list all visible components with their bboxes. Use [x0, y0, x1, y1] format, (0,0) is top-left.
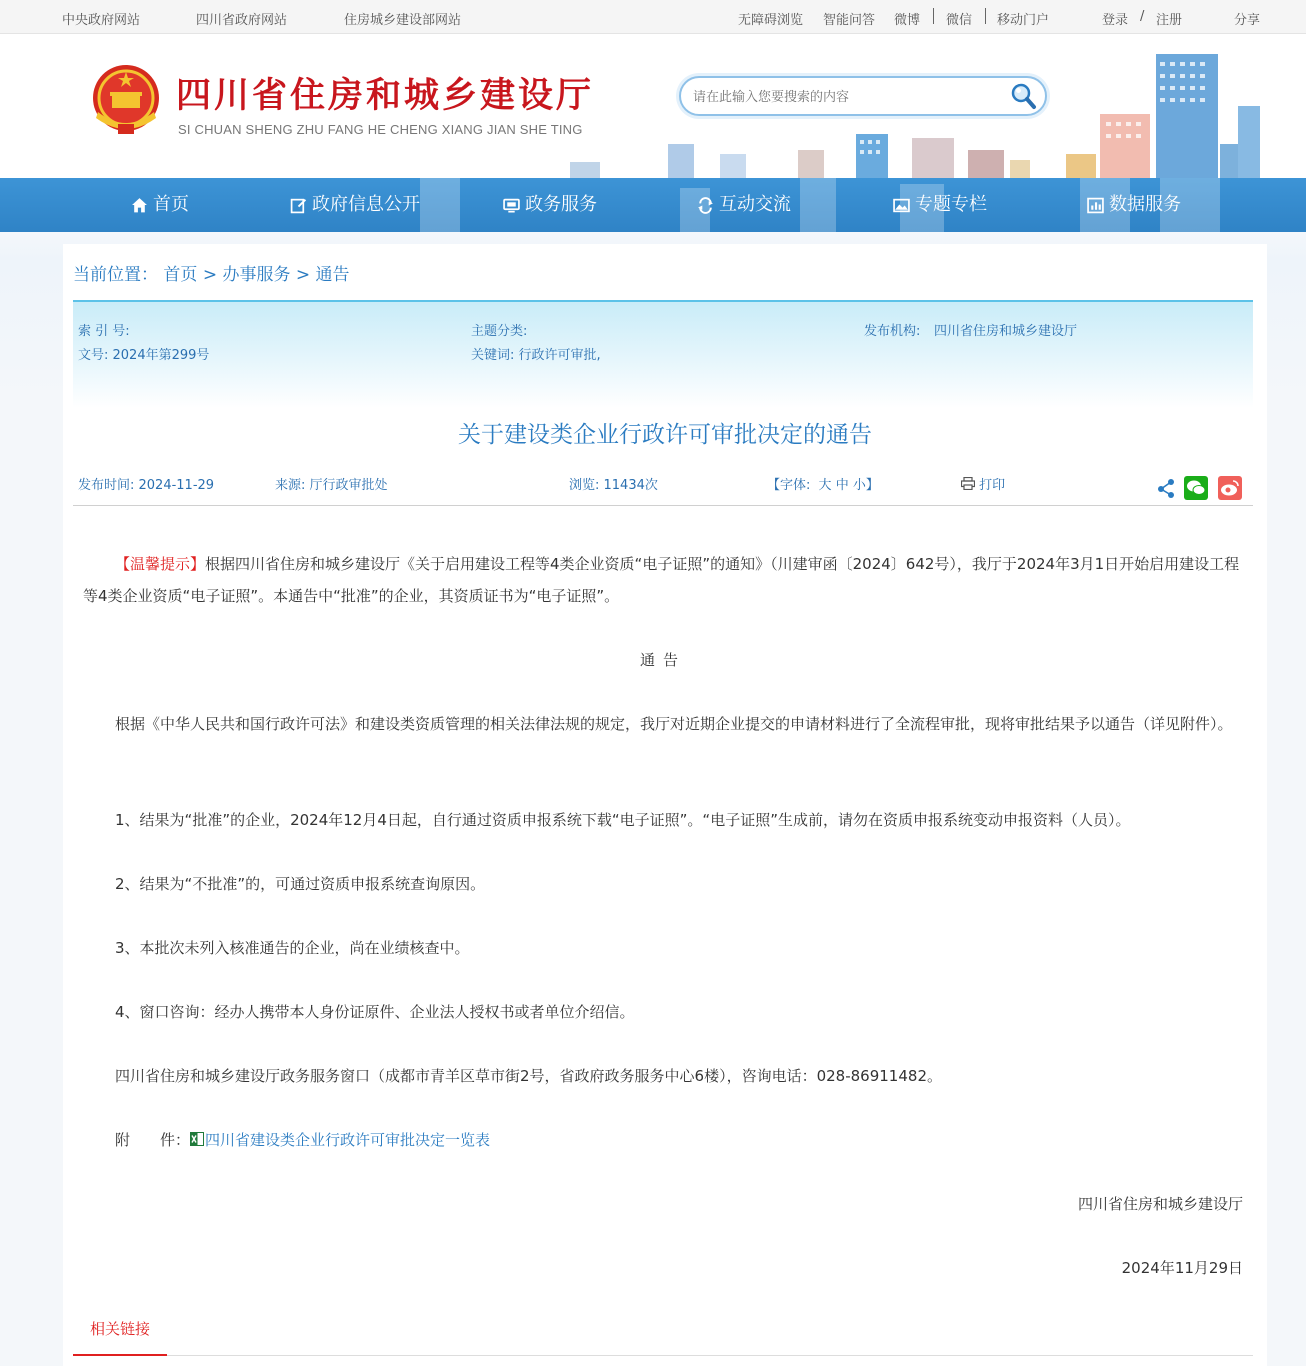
font-size-medium[interactable]: 中	[835, 478, 849, 493]
link-weibo[interactable]: 微博	[894, 13, 921, 28]
link-sichuan-gov[interactable]: 四川省政府网站	[196, 13, 288, 28]
warm-tip-label: 【温馨提示】	[115, 555, 206, 573]
topic-label: 主题分类:	[471, 324, 528, 339]
article-info-bar	[73, 470, 1253, 506]
chart-icon	[1087, 197, 1104, 214]
breadcrumb-separator: >	[295, 265, 311, 285]
excel-file-icon	[190, 1132, 204, 1146]
print-label: 打印	[979, 478, 1006, 493]
keywords: 关键词: 行政许可审批,	[471, 348, 601, 363]
site-header	[0, 34, 1306, 178]
nav-interaction[interactable]	[697, 178, 791, 232]
share-link[interactable]: 分享	[1234, 13, 1261, 28]
link-smart-qa[interactable]: 智能问答	[823, 13, 876, 28]
link-mohurd[interactable]: 住房城乡建设部网站	[344, 13, 462, 28]
content-panel	[63, 244, 1267, 1366]
link-central-gov[interactable]: 中央政府网站	[62, 13, 141, 28]
site-subtitle-pinyin: SI CHUAN SHENG ZHU FANG HE CHENG XIANG JIAN SHE TING	[178, 122, 583, 137]
nav-interaction-label: 互动交流	[719, 194, 791, 215]
edit-icon	[290, 197, 307, 214]
article-source: 来源: 厅行政审批处	[275, 478, 388, 493]
font-size-switcher	[767, 474, 879, 493]
document-number: 文号: 2024年第299号	[78, 348, 210, 363]
monitor-icon	[503, 197, 520, 214]
notice-heading: 通告	[639, 651, 686, 669]
font-size-small[interactable]: 小	[852, 478, 866, 493]
divider	[985, 8, 986, 24]
link-accessibility[interactable]: 无障碍浏览	[738, 13, 804, 28]
nav-special-topics-label: 专题专栏	[915, 194, 987, 215]
nav-gov-services-label: 政务服务	[525, 194, 597, 215]
nav-data-services-label: 数据服务	[1109, 194, 1181, 215]
publisher-label: 发布机构:	[864, 324, 921, 339]
publisher-value: 四川省住房和城乡建设厅	[934, 324, 1078, 339]
article-item-1: 1、结果为“批准”的企业，2024年12月4日起，自行通过资质申报系统下载“电子证照”。“电子证照”生成前，请勿在资质申报系统变动申报资料（人员）。	[115, 811, 1131, 829]
publish-time: 发布时间: 2024-11-29	[78, 478, 215, 493]
article-contact-paragraph: 四川省住房和城乡建设厅政务服务窗口（成都市青羊区草市街2号，省政府政务服务中心6楼），咨询电话：028-86911482。	[115, 1067, 942, 1085]
breadcrumb-separator: >	[202, 265, 218, 285]
link-wechat[interactable]: 微信	[946, 13, 973, 28]
print-button[interactable]	[961, 474, 1005, 493]
article-title: 关于建设类企业行政许可审批决定的通告	[458, 422, 872, 448]
font-size-label: 【字体:	[767, 478, 811, 493]
attachment-line	[83, 1124, 1243, 1156]
document-meta-box	[73, 300, 1253, 408]
site-title: 四川省住房和城乡建设厅	[176, 75, 595, 116]
search-icon[interactable]	[1009, 82, 1037, 110]
search-input[interactable]	[693, 87, 1003, 107]
signature-date: 2024年11月29日	[1121, 1259, 1243, 1277]
breadcrumb-label: 当前位置：	[73, 265, 158, 285]
breadcrumb-notice[interactable]: 通告	[315, 265, 350, 285]
nav-home-label: 首页	[153, 194, 189, 215]
home-icon	[131, 197, 148, 214]
nav-gov-info-label: 政府信息公开	[312, 194, 420, 215]
nav-gov-services[interactable]	[503, 178, 597, 232]
nav-special-topics[interactable]	[893, 178, 987, 232]
register-link[interactable]: 注册	[1156, 13, 1183, 28]
printer-icon	[961, 477, 975, 490]
tab-related-links[interactable]: 相关链接	[73, 1316, 167, 1356]
wechat-share-icon[interactable]	[1183, 476, 1209, 500]
image-icon	[893, 197, 910, 214]
top-utility-bar	[0, 0, 1306, 34]
breadcrumb-services[interactable]: 办事服务	[222, 265, 291, 285]
nav-gov-info-disclosure[interactable]	[290, 178, 420, 232]
article-item-2: 2、结果为“不批准”的，可通过资质申报系统查询原因。	[115, 875, 486, 893]
breadcrumb	[73, 260, 350, 285]
font-size-large[interactable]: 大	[818, 478, 832, 493]
article-paragraph-basis: 根据《中华人民共和国行政许可法》和建设类资质管理的相关法律法规的规定，我厅对近期企业提交的申请材料进行了全流程审批，现将审批结果予以通告（详见附件）。	[115, 715, 1233, 733]
national-emblem-logo	[90, 62, 162, 140]
article-paragraph-notice	[83, 548, 1243, 612]
attachment-label: 附 件：	[115, 1131, 191, 1149]
share-icon[interactable]	[1153, 476, 1179, 500]
search-box	[679, 76, 1047, 116]
warm-tip-text: 根据四川省住房和城乡建设厅《关于启用建设工程等4类企业资质“电子证照”的通知》（川建审函〔2024〕642号），我厅于2024年3月1日开始启用建设工程等4类企业资质“电子证照”。本通告中“批准”的企业，其资质证书为“电子证照”。	[83, 555, 1240, 605]
view-count: 浏览: 11434次	[569, 478, 658, 493]
signature-org: 四川省住房和城乡建设厅	[1077, 1195, 1243, 1213]
main-nav	[0, 178, 1306, 232]
nav-data-services[interactable]	[1087, 178, 1181, 232]
login-link[interactable]: 登录	[1102, 13, 1129, 28]
breadcrumb-home[interactable]: 首页	[163, 265, 198, 285]
attachment-link[interactable]: 四川省建设类企业行政许可审批决定一览表	[205, 1131, 491, 1149]
login-register-separator: /	[1140, 9, 1145, 24]
index-number-label: 索 引 号:	[78, 324, 130, 339]
weibo-share-icon[interactable]	[1217, 476, 1243, 500]
article-item-3: 3、本批次未列入核准通告的企业，尚在业绩核查中。	[115, 939, 470, 957]
link-mobile-portal[interactable]: 移动门户	[997, 13, 1050, 28]
divider	[933, 8, 934, 24]
font-size-close: 】	[865, 478, 879, 493]
article-item-4: 4、窗口咨询：经办人携带本人身份证原件、企业法人授权书或者单位介绍信。	[115, 1003, 635, 1021]
exchange-icon	[697, 197, 714, 214]
nav-home[interactable]	[131, 178, 189, 232]
related-links-section	[73, 1316, 1253, 1356]
